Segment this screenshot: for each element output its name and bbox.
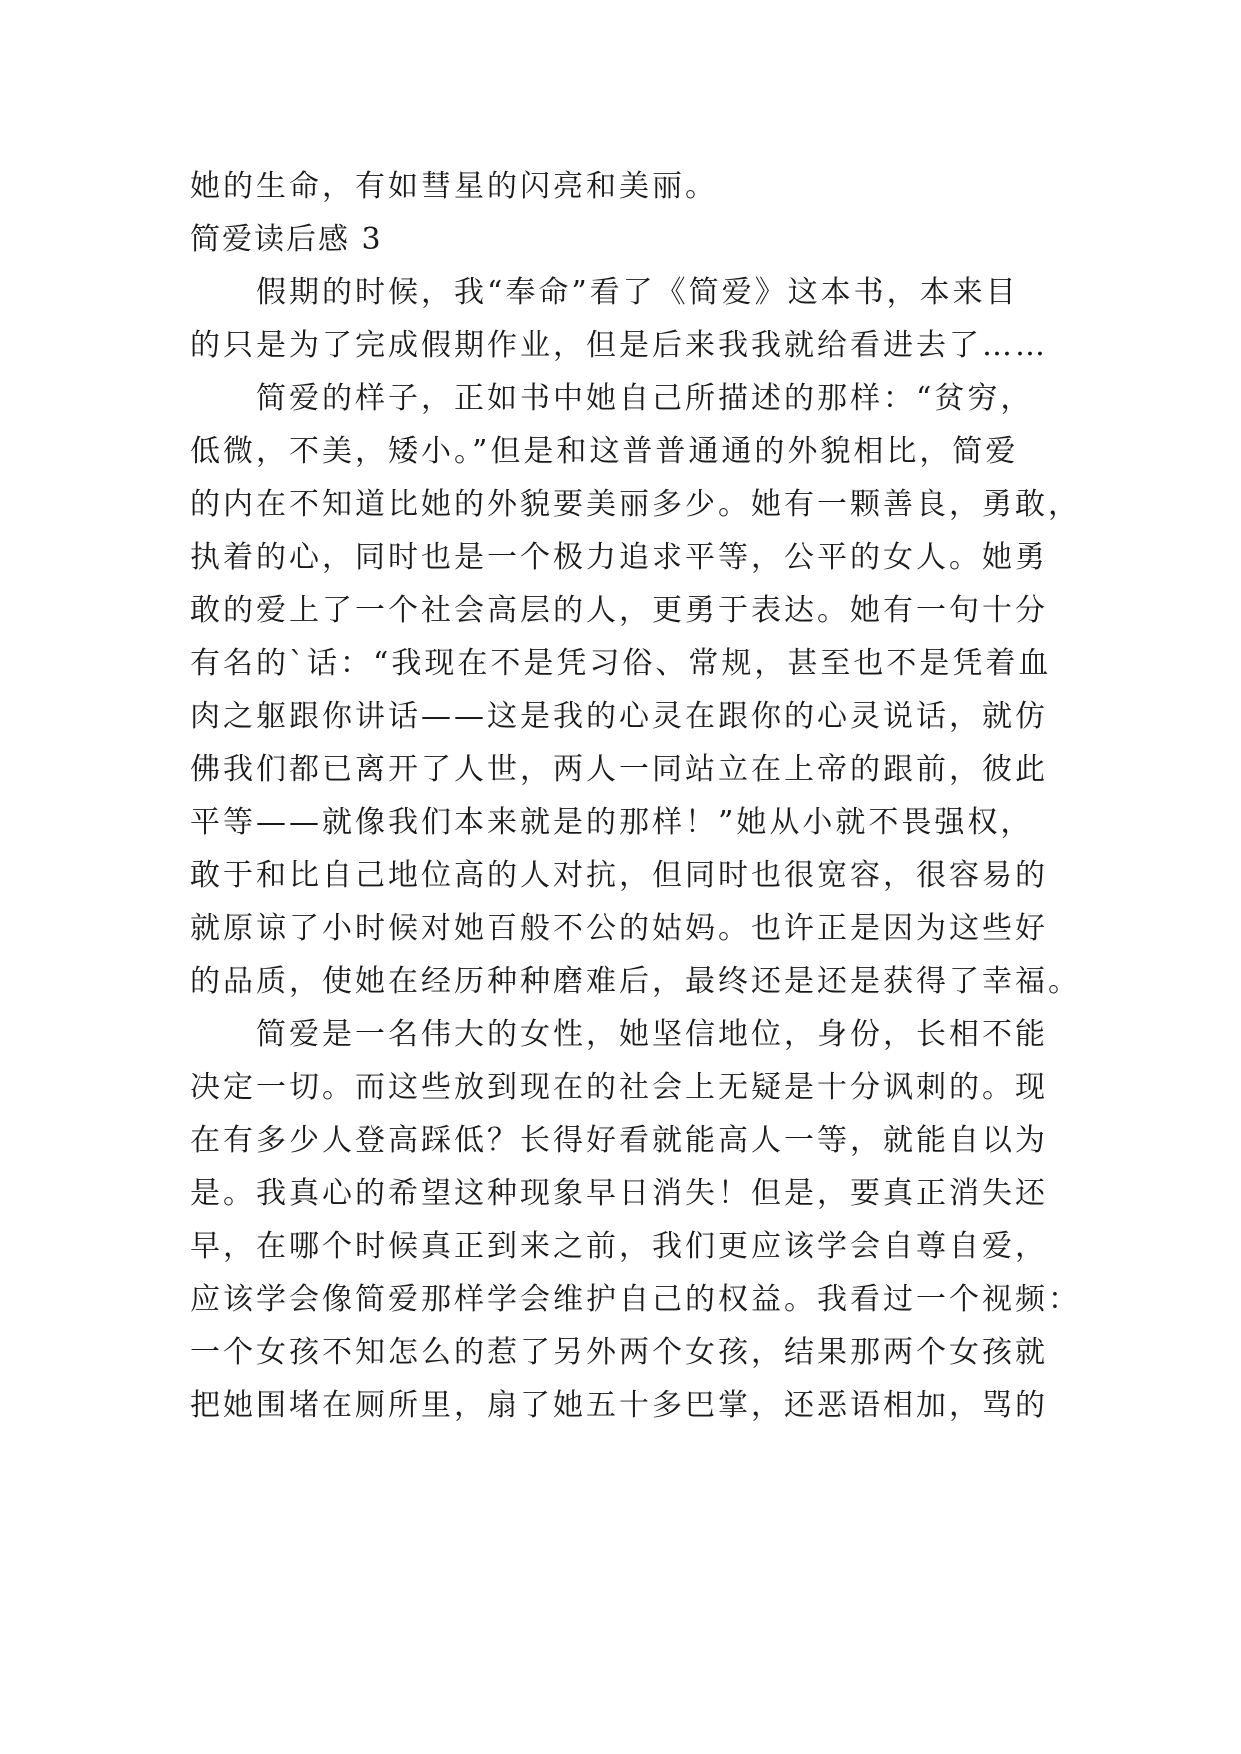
text-line: 应该学会像简爱那样学会维护自己的权益。我看过一个视频： xyxy=(190,1282,1081,1317)
text-line: 的只是为了完成假期作业，但是后来我我就给看进去了…… xyxy=(190,328,1048,363)
text-line: 佛我们都已离开了人世，两人一同站立在上帝的跟前，彼此 xyxy=(190,752,1048,787)
text-line: 敢的爱上了一个社会高层的人，更勇于表达。她有一句十分 xyxy=(190,593,1048,628)
text-line: 肉之躯跟你讲话——这是我的心灵在跟你的心灵说话，就仿 xyxy=(190,699,1048,734)
text-line: 一个女孩不知怎么的惹了另外两个女孩，结果那两个女孩就 xyxy=(190,1335,1048,1370)
text-line: 执着的心，同时也是一个极力追求平等，公平的女人。她勇 xyxy=(190,540,1048,575)
text-line: 的品质，使她在经历种种磨难后，最终还是还是获得了幸福。 xyxy=(190,964,1081,999)
text-line: 把她围堵在厕所里，扇了她五十多巴掌，还恶语相加，骂的 xyxy=(190,1388,1048,1423)
text-line: 早，在哪个时候真正到来之前，我们更应该学会自尊自爱， xyxy=(190,1229,1048,1264)
text-line: 平等——就像我们本来就是的那样！”她从小就不畏强权， xyxy=(190,805,1034,840)
paragraph-first-line: 假期的时候，我“奉命”看了《简爱》这本书，本来目 xyxy=(256,275,1019,310)
text-line: 决定一切。而这些放到现在的社会上无疑是十分讽刺的。现 xyxy=(190,1070,1048,1105)
text-line: 她的生命，有如彗星的闪亮和美丽。 xyxy=(190,169,718,204)
paragraph-first-line: 简爱是一名伟大的女性，她坚信地位，身份，长相不能 xyxy=(256,1017,1048,1052)
text-line: 的内在不知道比她的外貌要美丽多少。她有一颗善良，勇敢， xyxy=(190,487,1081,522)
text-line: 在有多少人登高踩低？长得好看就能高人一等，就能自以为 xyxy=(190,1123,1048,1158)
section-heading: 简爱读后感 3 xyxy=(190,222,383,257)
text-line: 就原谅了小时候对她百般不公的姑妈。也许正是因为这些好 xyxy=(190,911,1048,946)
text-line: 是。我真心的希望这种现象早日消失！但是，要真正消失还 xyxy=(190,1176,1048,1211)
text-line: 有名的`话：“我现在不是凭习俗、常规，甚至也不是凭着血 xyxy=(190,646,1052,681)
paragraph-first-line: 简爱的样子，正如书中她自己所描述的那样：“贫穷， xyxy=(256,381,1034,416)
text-line: 敢于和比自己地位高的人对抗，但同时也很宽容，很容易的 xyxy=(190,858,1048,893)
document-body xyxy=(190,160,1081,1432)
text-line: 低微，不美，矮小。”但是和这普普通通的外貌相比，简爱 xyxy=(190,434,1019,469)
